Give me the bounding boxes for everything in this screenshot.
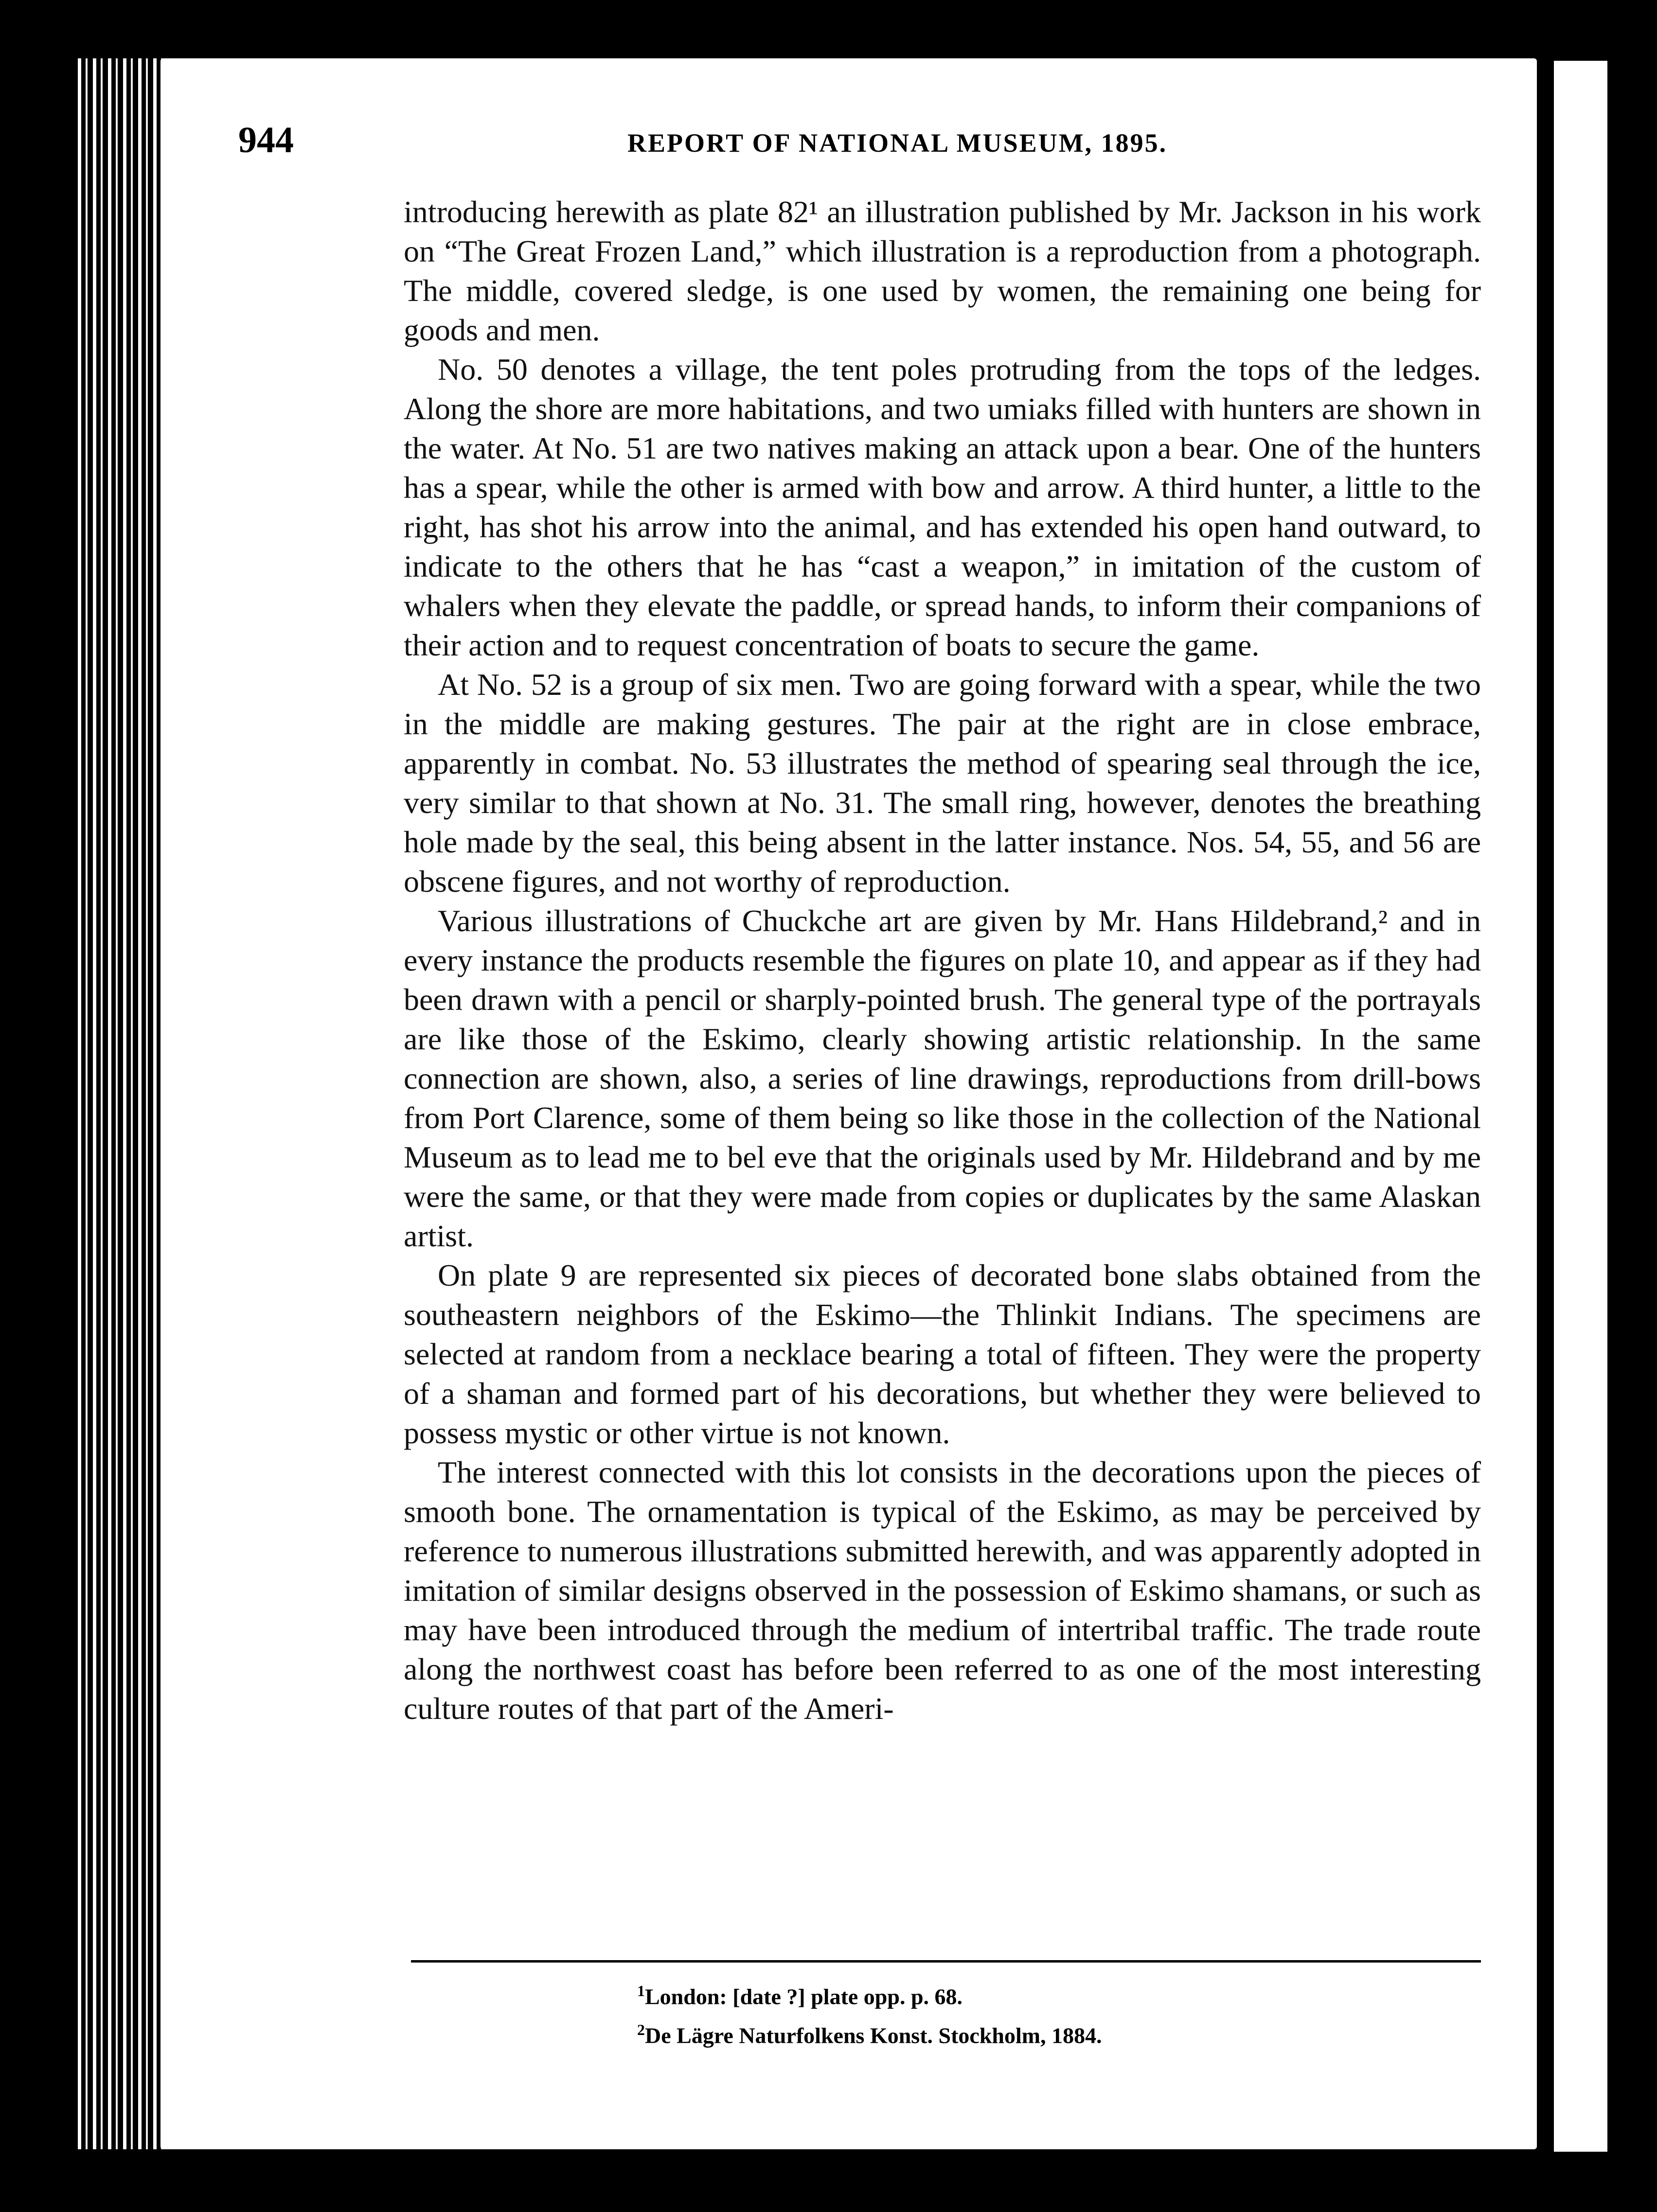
running-title: REPORT OF NATIONAL MUSEUM, 1895.: [627, 128, 1168, 158]
footnote: [637, 2013, 1415, 2052]
body-text: [404, 192, 1481, 1728]
page-header: [238, 119, 1483, 177]
paragraph: The interest connected with this lot consists in the decorations upon the pieces of smooth bone. The ornamentation is typical of the Eskimo, as may be perceived by reference to numerous illustrations submitted herewith, and was apparently adopted in imitation of similar designs observed in the possession of Eskimo shamans, or such as may have been introduced through the medium of intertribal traffic. The trade route along the northwest coast has before been referred to as one of the most interesting culture routes of that part of the Ameri-: [404, 1455, 1481, 1726]
footnotes: [637, 1974, 1415, 2053]
paragraph: On plate 9 are represented six pieces of decorated bone slabs obtained from the southeastern neighbors of the Eskimo—the Thlinkit Indians. The specimens are selected at random from a necklace bearing a total of fifteen. They were the property of a shaman and formed part of his decorations, but whether they were believed to possess mystic or other virtue is not known.: [404, 1258, 1481, 1450]
paragraph: Various illustrations of Chuckche art are given by Mr. Hans Hildebrand,² and in every instance the products resemble the figures on plate 10, and appear as if they had been drawn with a pencil or sharply-pointed brush. The general type of the portrayals are like those of the Eskimo, clearly showing artistic relationship. In the same connection are shown, also, a series of line drawings, reproductions from drill-bows from Port Clarence, some of them being so like those in the collection of the National Museum as to lead me to bel eve that the originals used by Mr. Hildebrand and by me were the same, or that they were made from copies or duplicates by the same Alaskan artist.: [404, 903, 1481, 1253]
adjacent-page-edge: [1554, 61, 1607, 2152]
footnote-mark: 2: [637, 2021, 645, 2039]
paragraph: introducing herewith as plate 82¹ an illustration published by Mr. Jackson in his work on “The Great Frozen Land,” which illustration is a reproduction from a photograph. The middle, covered sledge, is one used by women, the remaining one being for goods and men.: [404, 195, 1481, 347]
page-number: 944: [238, 120, 294, 160]
footnote: [637, 1974, 1415, 2013]
paragraph: At No. 52 is a group of six men. Two are going forward with a spear, while the two in the middle are making gestures. The pair at the right are in close embrace, apparently in combat. No. 53 illustrates the method of spearing seal through the ice, very similar to that shown at No. 31. The small ring, however, denotes the breathing hole made by the seal, this being absent in the latter instance. Nos. 54, 55, and 56 are obscene figures, and not worthy of reproduction.: [404, 667, 1481, 899]
footnote-text: De Lägre Naturfolkens Konst. Stockholm, 1884.: [645, 2023, 1102, 2048]
footnote-rule: [411, 1960, 1481, 1963]
paragraph: No. 50 denotes a village, the tent poles protruding from the tops of the ledges. Along the shore are more habitations, and two umiaks filled with hunters are shown in the water. At No. 51 are two natives making an attack upon a bear. One of the hunters has a spear, while the other is armed with bow and arrow. A third hunter, a little to the right, has shot his arrow into the animal, and has extended his open hand outward, to indicate to the others that he has “cast a weapon,” in imitation of the custom of whalers when they elevate the paddle, or spread hands, to inform their companions of their action and to request concentration of boats to secure the game.: [404, 352, 1481, 662]
footnote-mark: 1: [637, 1982, 645, 2000]
footnote-text: London: [date ?] plate opp. p. 68.: [645, 1984, 963, 2009]
